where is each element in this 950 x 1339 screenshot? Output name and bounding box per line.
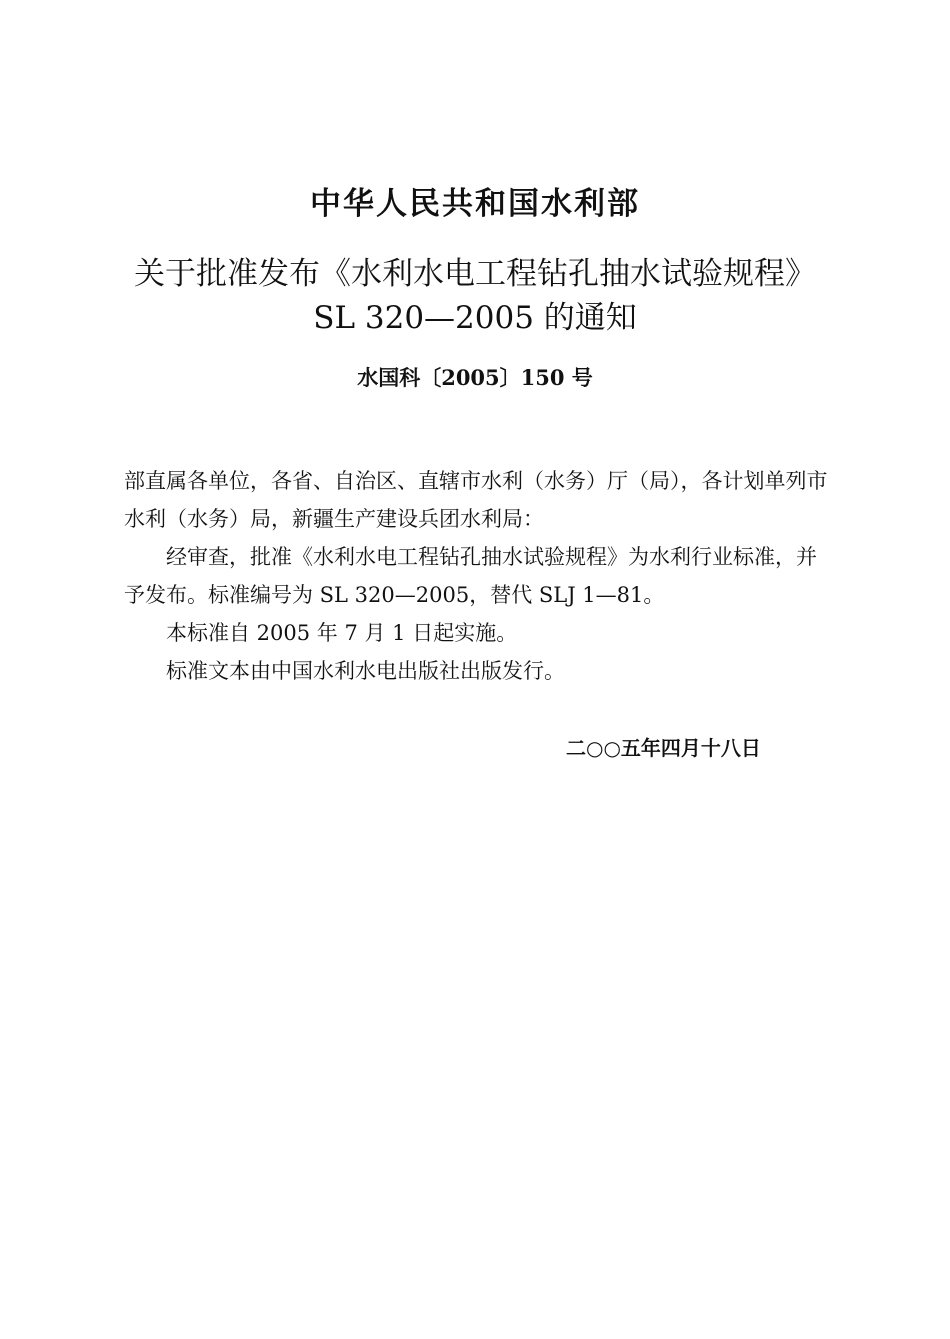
document-number: 水国科〔2005〕150 号 bbox=[357, 365, 593, 390]
issue-date: 二○○五年四月十八日 bbox=[566, 736, 761, 760]
paragraph-effective-date: 本标准自 2005 年 7 月 1 日起实施。 bbox=[166, 621, 518, 645]
notice-title-line-1: 关于批准发布《水利水电工程钻孔抽水试验规程》 bbox=[134, 256, 816, 292]
notice-title-line-2: SL 320—2005 的通知 bbox=[313, 300, 637, 336]
issuer-heading: 中华人民共和国水利部 bbox=[310, 186, 640, 222]
paragraph-approval: 经审查，批准《水利水电工程钻孔抽水试验规程》为水利行业标准，并予发布。标准编号为 SL 320—2005，替代 SLJ 1—81。 bbox=[124, 545, 817, 607]
paragraph-publisher: 标准文本由中国水利水电出版社出版发行。 bbox=[166, 659, 565, 683]
notice-body bbox=[124, 462, 834, 690]
addressees: 部直属各单位，各省、自治区、直辖市水利（水务）厅（局），各计划单列市水利（水务）局，新疆生产建设兵团水利局： bbox=[124, 469, 828, 531]
